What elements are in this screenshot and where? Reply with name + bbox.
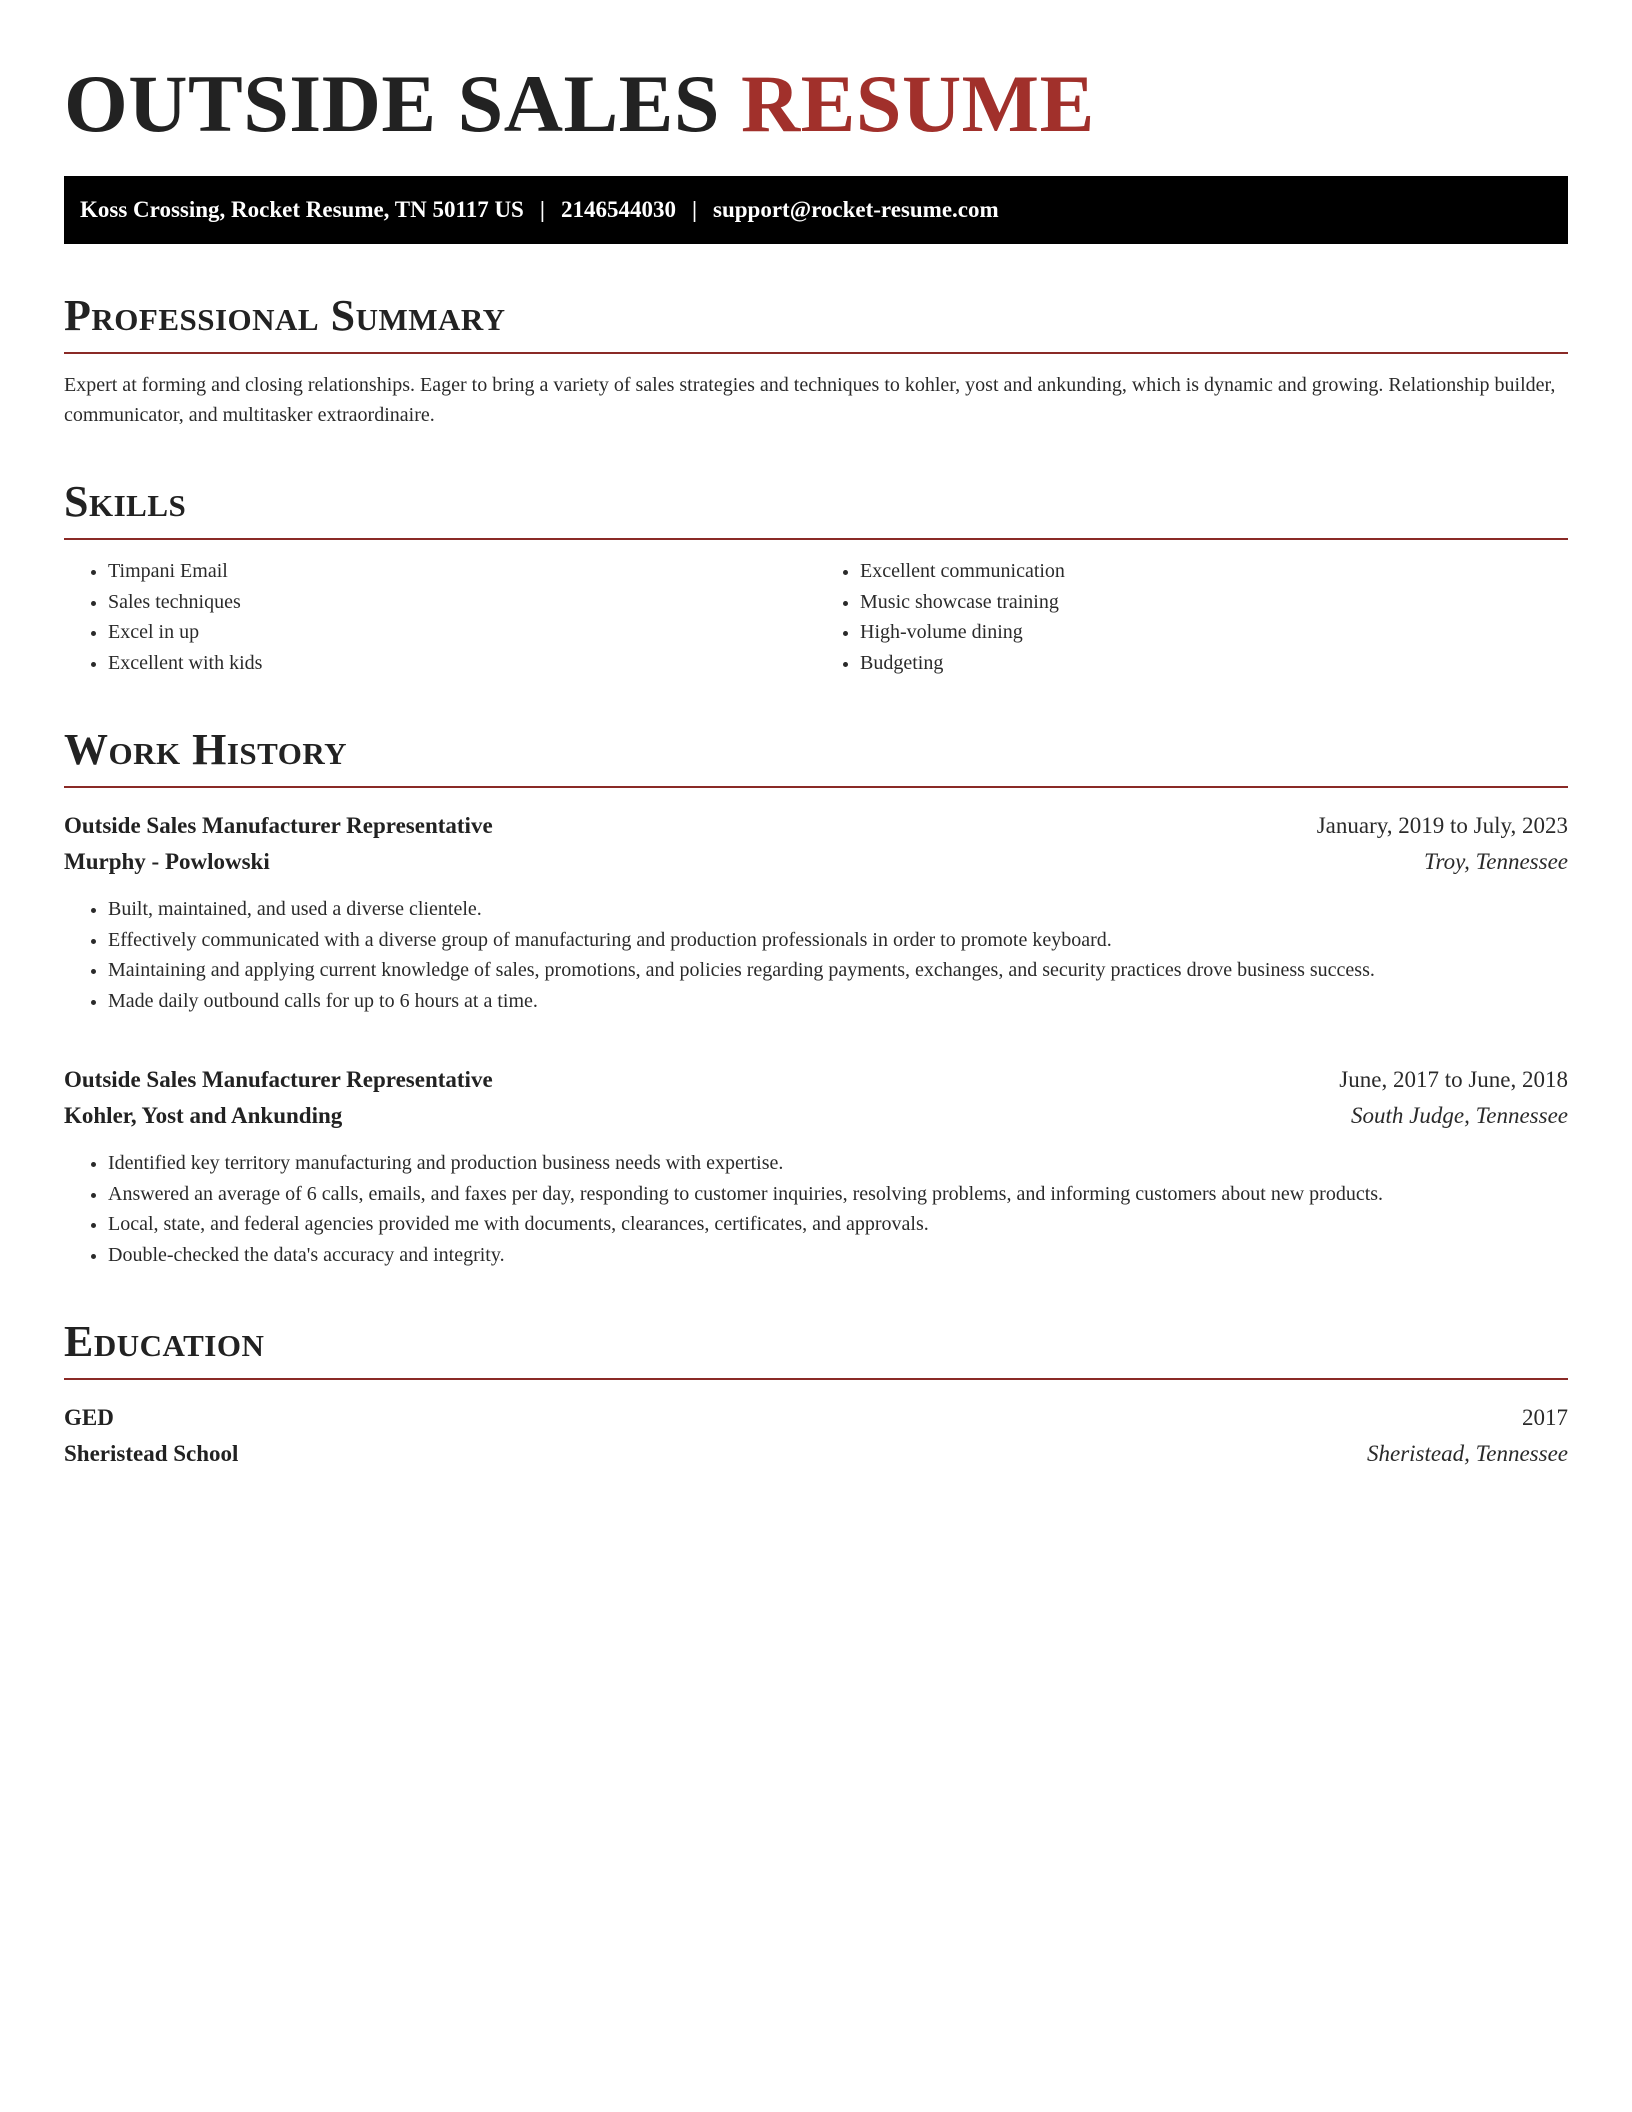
title-accent: RESUME <box>740 58 1095 149</box>
job-location: Troy, Tennessee <box>1424 849 1568 874</box>
job-title-row <box>64 1062 1568 1098</box>
job-title: Outside Sales Manufacturer Representative <box>64 813 493 838</box>
job-location: South Judge, Tennessee <box>1351 1103 1568 1128</box>
job-entry <box>64 808 1568 1016</box>
job-bullet: • Effectively communicated with a diverse group of manufacturing and production professionals in order to promote keyboard. <box>108 925 1568 956</box>
job-bullet: • Built, maintained, and used a diverse clientele. <box>108 894 1568 925</box>
contact-bar <box>64 176 1568 244</box>
skills-column-left <box>64 556 816 678</box>
job-title: Outside Sales Manufacturer Representative <box>64 1067 493 1092</box>
contact-separator: | <box>691 197 698 222</box>
contact-phone: 2146544030 <box>560 197 676 222</box>
job-bullets <box>64 1148 1568 1270</box>
education-entry <box>64 1400 1568 1472</box>
job-bullet: • Identified key territory manufacturing and production business needs with expertise. <box>108 1148 1568 1179</box>
job-bullet: • Answered an average of 6 calls, emails, and faxes per day, responding to customer inquiries, resolving problems, and informing customers about new products. <box>108 1179 1568 1210</box>
job-company: Murphy - Powlowski <box>64 849 270 874</box>
summary-text: Expert at forming and closing relationships. Eager to bring a variety of sales strategies and techniques to kohler, yost and ankunding, which is dynamic and growing. Relationship builder, communicator, and multitasker extraordinaire. <box>64 374 1556 426</box>
education-school: Sheristead School <box>64 1441 239 1466</box>
title-main: OUTSIDE SALES <box>64 58 720 149</box>
education-year: 2017 <box>1522 1405 1568 1430</box>
job-dates: January, 2019 to July, 2023 <box>1316 813 1568 838</box>
skill-item: • Excellent with kids <box>108 648 816 679</box>
contact-separator: | <box>539 197 545 222</box>
education-school-row <box>64 1436 1568 1472</box>
job-company-row <box>64 1098 1568 1134</box>
job-bullets <box>64 894 1568 1016</box>
job-entry <box>64 1062 1568 1270</box>
job-company-row <box>64 844 1568 880</box>
education-location: Sheristead, Tennessee <box>1366 1441 1568 1466</box>
skill-item: • Timpani Email <box>108 556 816 587</box>
education-heading: Education <box>64 1316 1568 1380</box>
skill-item: • Budgeting <box>860 648 1568 679</box>
education-degree-row <box>64 1400 1568 1436</box>
job-bullet: • Double-checked the data's accuracy and integrity. <box>108 1240 1568 1271</box>
skill-item: • High-volume dining <box>860 617 1568 648</box>
skills-list <box>64 556 1568 678</box>
job-bullet: • Local, state, and federal agencies provided me with documents, clearances, certificates, and approvals. <box>108 1209 1568 1240</box>
skill-item: • Excel in up <box>108 617 816 648</box>
skill-item: • Music showcase training <box>860 587 1568 618</box>
summary-heading: Professional Summary <box>64 290 1568 354</box>
skill-item: • Sales techniques <box>108 587 816 618</box>
skills-column-right <box>816 556 1568 678</box>
page-title <box>64 56 1568 152</box>
contact-address: Koss Crossing, Rocket Resume, TN 50117 US <box>80 197 524 222</box>
job-bullet: • Made daily outbound calls for up to 6 hours at a time. <box>108 986 1568 1017</box>
work-history-heading: Work History <box>64 724 1568 788</box>
contact-email: support@rocket-resume.com <box>713 197 999 222</box>
skill-item: • Excellent communication <box>860 556 1568 587</box>
job-bullet: • Maintaining and applying current knowledge of sales, promotions, and policies regarding payments, exchanges, and security practices drove business success. <box>108 955 1568 986</box>
job-dates: June, 2017 to June, 2018 <box>1339 1067 1568 1092</box>
education-degree: GED <box>64 1405 114 1430</box>
skills-heading: Skills <box>64 476 1568 540</box>
job-title-row <box>64 808 1568 844</box>
job-company: Kohler, Yost and Ankunding <box>64 1103 343 1128</box>
